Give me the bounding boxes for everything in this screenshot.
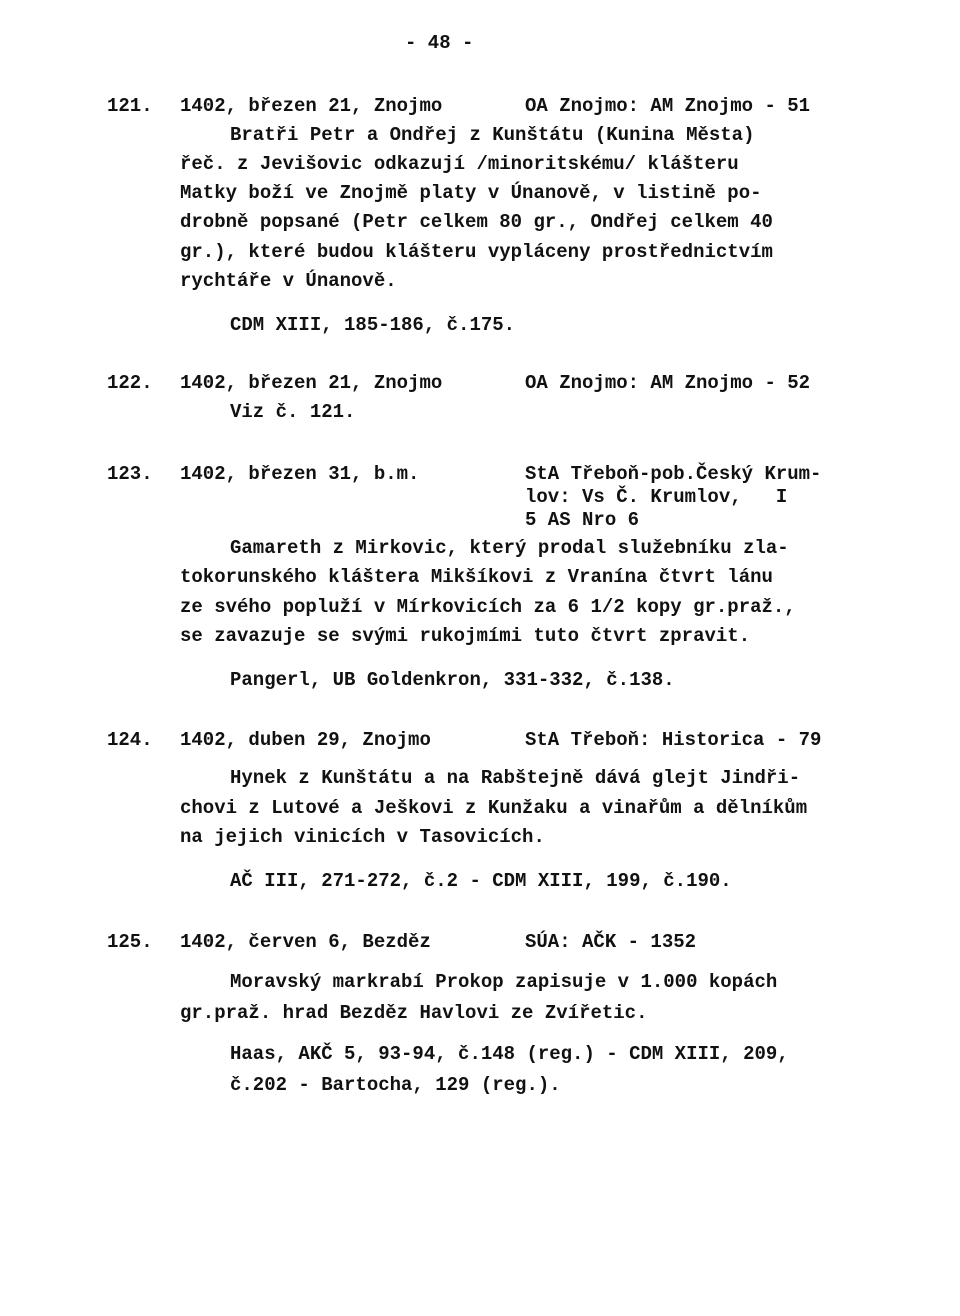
entry-reference: Pangerl, UB Goldenkron, 331-332, č.138. bbox=[230, 669, 675, 691]
entry-body-line: Gamareth z Mirkovic, který prodal služebníku zla- bbox=[230, 537, 789, 559]
entry-body-line: chovi z Lutové a Ješkovi z Kunžaku a vinařům a dělníkům bbox=[180, 797, 808, 819]
entry-body-line: Matky boží ve Znojmě platy v Únanově, v listině po- bbox=[180, 182, 762, 204]
entry-date-place: 1402, březen 21, Znojmo bbox=[180, 95, 443, 117]
entry-reference: CDM XIII, 185-186, č.175. bbox=[230, 314, 516, 336]
entry-archive: OA Znojmo: AM Znojmo - 51 bbox=[525, 95, 811, 117]
page-number: - 48 - bbox=[405, 32, 474, 54]
entry-archive: SÚA: AČK - 1352 bbox=[525, 931, 697, 953]
entry-body-line: se zavazuje se svými rukojmími tuto čtvrt zpravit. bbox=[180, 625, 751, 647]
entry-number: 122. bbox=[107, 372, 153, 394]
entry-archive: lov: Vs Č. Krumlov, I bbox=[525, 486, 788, 508]
entry-body-line: gr.praž. hrad Bezděz Havlovi ze Zvířetic. bbox=[180, 1002, 648, 1024]
entry-archive: StA Třeboň-pob.Český Krum- bbox=[525, 463, 822, 485]
entry-reference: č.202 - Bartocha, 129 (reg.). bbox=[230, 1074, 561, 1096]
entry-date-place: 1402, březen 21, Znojmo bbox=[180, 372, 443, 394]
entry-archive: OA Znojmo: AM Znojmo - 52 bbox=[525, 372, 811, 394]
entry-reference: Haas, AKČ 5, 93-94, č.148 (reg.) - CDM XIII, 209, bbox=[230, 1043, 789, 1065]
entry-body-line: rychtáře v Únanově. bbox=[180, 270, 397, 292]
entry-number: 123. bbox=[107, 463, 153, 485]
entry-body-line: Viz č. 121. bbox=[230, 401, 356, 423]
entry-date-place: 1402, duben 29, Znojmo bbox=[180, 729, 431, 751]
entry-body-line: drobně popsané (Petr celkem 80 gr., Ondřej celkem 40 bbox=[180, 211, 773, 233]
entry-number: 125. bbox=[107, 931, 153, 953]
entry-archive: StA Třeboň: Historica - 79 bbox=[525, 729, 822, 751]
entry-body-line: Moravský markrabí Prokop zapisuje v 1.000 kopách bbox=[230, 971, 778, 993]
entry-body-line: ze svého popluží v Mírkovicích za 6 1/2 kopy gr.praž., bbox=[180, 596, 796, 618]
entry-body-line: Hynek z Kunštátu a na Rabštejně dává glejt Jindři- bbox=[230, 767, 801, 789]
entry-number: 121. bbox=[107, 95, 153, 117]
entry-body-line: na jejich vinicích v Tasovicích. bbox=[180, 826, 545, 848]
entry-number: 124. bbox=[107, 729, 153, 751]
entry-body-line: gr.), které budou klášteru vypláceny prostřednictvím bbox=[180, 241, 773, 263]
entry-body-line: řeč. z Jevišovic odkazují /minoritskému/ klášteru bbox=[180, 153, 739, 175]
entry-body-line: Bratři Petr a Ondřej z Kunštátu (Kunina Města) bbox=[230, 124, 755, 146]
entry-body-line: tokorunského kláštera Mikšíkovi z Vranína čtvrt lánu bbox=[180, 566, 773, 588]
entry-reference: AČ III, 271-272, č.2 - CDM XIII, 199, č.190. bbox=[230, 870, 732, 892]
entry-date-place: 1402, březen 31, b.m. bbox=[180, 463, 420, 485]
entry-date-place: 1402, červen 6, Bezděz bbox=[180, 931, 431, 953]
entry-archive: 5 AS Nro 6 bbox=[525, 509, 640, 531]
